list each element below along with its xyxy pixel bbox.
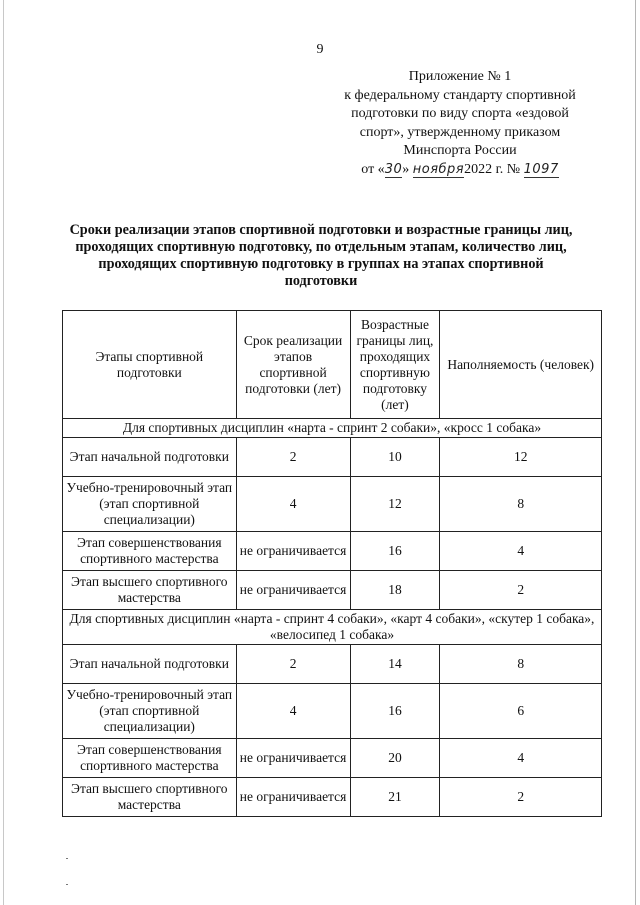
- cell-size: 8: [440, 477, 602, 532]
- scan-edge-right: [635, 0, 636, 905]
- header-age: Возрастные границы лиц, проходящих спортивную подготовку (лет): [350, 311, 440, 419]
- cell-term: не ограничивается: [236, 571, 350, 610]
- table-row: [63, 438, 602, 477]
- section-heading: Для спортивных дисциплин «нарта - спринт 2 собаки», «кросс 1 собака»: [63, 419, 602, 438]
- handwritten-month: ноября: [412, 161, 465, 177]
- cell-age: 16: [350, 684, 440, 739]
- section-row: [63, 610, 602, 645]
- cell-size: 2: [440, 571, 602, 610]
- cell-stage: Учебно-тренировочный этап (этап спортивной специализации): [63, 684, 237, 739]
- cell-size: 4: [440, 739, 602, 778]
- appendix-line: Минспорта России: [403, 143, 517, 158]
- appendix-date-line: от «30» ноября2022 г. № 1097: [361, 161, 559, 177]
- handwritten-day: 30: [384, 161, 403, 177]
- cell-term: не ограничивается: [236, 778, 350, 817]
- cell-size: 2: [440, 778, 602, 817]
- cell-stage: Этап высшего спортивного мастерства: [63, 571, 237, 610]
- cell-term: 2: [236, 438, 350, 477]
- scan-speck: [66, 858, 68, 859]
- section-row: [63, 419, 602, 438]
- header-term: Срок реализации этапов спортивной подготовки (лет): [236, 311, 350, 419]
- table-header-row: [63, 311, 602, 419]
- cell-stage: Этап начальной подготовки: [63, 645, 237, 684]
- appendix-block: [335, 68, 585, 179]
- table-row: [63, 532, 602, 571]
- table-row: [63, 571, 602, 610]
- appendix-line: к федеральному стандарту спортивной: [344, 87, 576, 103]
- cell-age: 16: [350, 532, 440, 571]
- cell-size: 4: [440, 532, 602, 571]
- cell-age: 18: [350, 571, 440, 610]
- table-row: [63, 684, 602, 739]
- cell-term: 2: [236, 645, 350, 684]
- cell-age: 12: [350, 477, 440, 532]
- cell-age: 21: [350, 778, 440, 817]
- document-title: Сроки реализации этапов спортивной подготовки и возрастные границы лиц, проходящих спортивную подготовку, по отдельным этапам, количество лиц, проходящих спортивную подготовку в группах на этапах спортивной подготовки: [69, 222, 573, 289]
- cell-age: 14: [350, 645, 440, 684]
- cell-term: не ограничивается: [236, 532, 350, 571]
- appendix-title: Приложение № 1: [408, 69, 512, 84]
- cell-age: 20: [350, 739, 440, 778]
- table-row: [63, 739, 602, 778]
- header-size: Наполняемость (человек): [440, 311, 602, 419]
- cell-stage: Учебно-тренировочный этап (этап спортивной специализации): [63, 477, 237, 532]
- table-row: [63, 477, 602, 532]
- scan-speck: [66, 884, 68, 885]
- appendix-line: подготовки по виду спорта «ездовой: [351, 106, 569, 121]
- appendix-line: спорт», утвержденному приказом: [359, 124, 561, 140]
- handwritten-order-number: 1097: [523, 161, 559, 177]
- page-number: 9: [316, 42, 324, 57]
- cell-stage: Этап начальной подготовки: [63, 438, 237, 477]
- table-row: [63, 645, 602, 684]
- cell-size: 12: [440, 438, 602, 477]
- cell-term: не ограничивается: [236, 739, 350, 778]
- cell-size: 8: [440, 645, 602, 684]
- cell-term: 4: [236, 684, 350, 739]
- cell-stage: Этап совершенствования спортивного мастерства: [63, 532, 237, 571]
- cell-age: 10: [350, 438, 440, 477]
- table-row: [63, 778, 602, 817]
- stages-table: [62, 310, 602, 817]
- cell-size: 6: [440, 684, 602, 739]
- cell-stage: Этап высшего спортивного мастерства: [63, 778, 237, 817]
- cell-stage: Этап совершенствования спортивного мастерства: [63, 739, 237, 778]
- scan-edge-left: [3, 0, 4, 905]
- header-stages: Этапы спортивной подготовки: [63, 311, 237, 419]
- section-heading: Для спортивных дисциплин «нарта - спринт 4 собаки», «карт 4 собаки», «скутер 1 собака», «велосипед 1 собака»: [63, 610, 602, 645]
- cell-term: 4: [236, 477, 350, 532]
